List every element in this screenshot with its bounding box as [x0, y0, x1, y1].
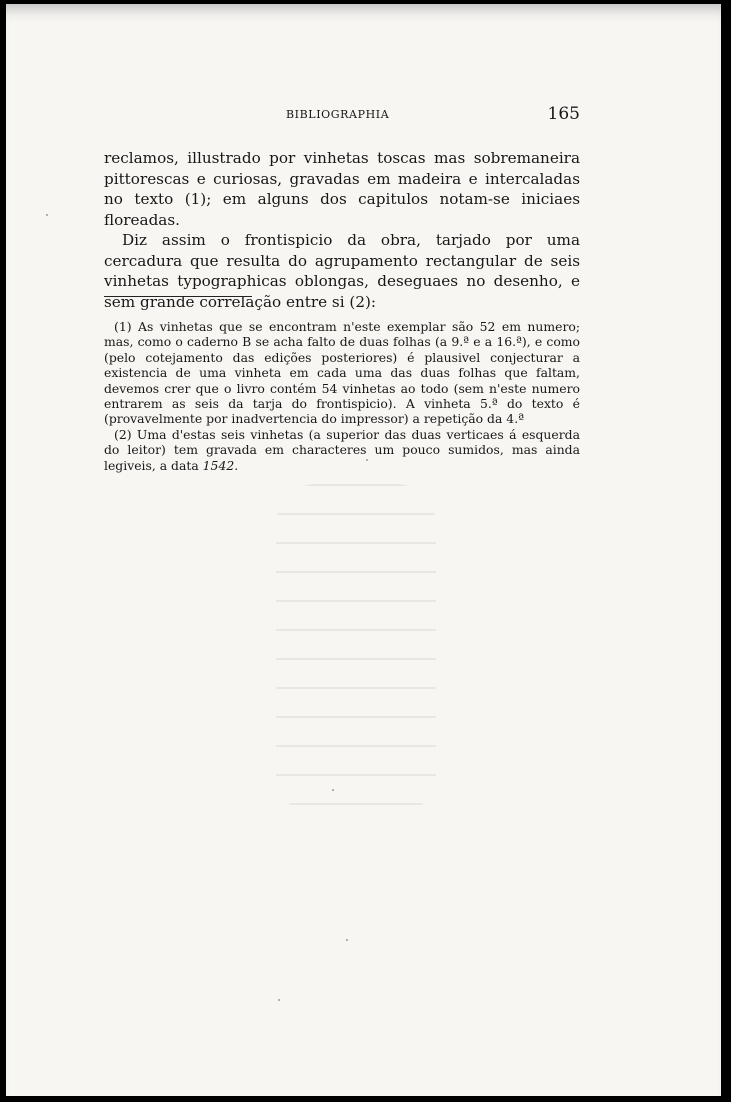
page-number: 165 [547, 104, 580, 124]
running-title: BIBLIOGRAPHIA [286, 108, 390, 121]
paper-speck [346, 939, 348, 941]
paper-speck [278, 999, 280, 1001]
paper-speck [46, 214, 48, 216]
footnote-separator [104, 296, 252, 297]
show-through-texture [276, 484, 436, 814]
paragraph-frontispiece: Diz assim o frontispicio da obra, tarjado por uma cercadura que resulta do agrupamento rectangular de seis vinhetas typographicas oblongas, deseguaes no desenho, e sem grande correlação entre si (2): [104, 231, 580, 311]
page-header [104, 104, 580, 126]
footnotes [104, 319, 580, 473]
paper-speck [366, 459, 368, 461]
main-text [104, 148, 580, 312]
paper-speck [332, 789, 334, 791]
book-page [6, 4, 721, 1096]
footnote-2 [104, 427, 580, 473]
footnote-2-date: 1542 [202, 457, 235, 473]
footnote-1: (1) As vinhetas que se encontram n'este exemplar são 52 em numero; mas, como o caderno B se acha falto de duas folhas (a 9.ª e a 16.ª), e como (pelo cotejamento das edições posteriores) é plausivel conjecturar a existencia de uma vinheta em cada uma das duas folhas que faltam, devemos crer que o livro contém 54 vinhetas ao todo (sem n'este numero entrarem as seis da tarja do frontispicio). A vinheta 5.ª do texto é (provavelmente por inadvertencia do impressor) a repetição da 4.ª [104, 319, 580, 427]
footnote-2-text: (2) Uma d'estas seis vinhetas (a superior das duas verticaes á esquerda do leitor) tem gravada em characteres um pouco sumidos, mas ainda legiveis, a data [104, 426, 580, 473]
paragraph-continuation: reclamos, illustrado por vinhetas toscas mas sobremaneira pittorescas e curiosas, gravadas em madeira e intercaladas no texto (1); em alguns dos capitulos notam-se iniciaes floreadas. [104, 149, 580, 229]
footnote-2-end: . [234, 457, 239, 473]
